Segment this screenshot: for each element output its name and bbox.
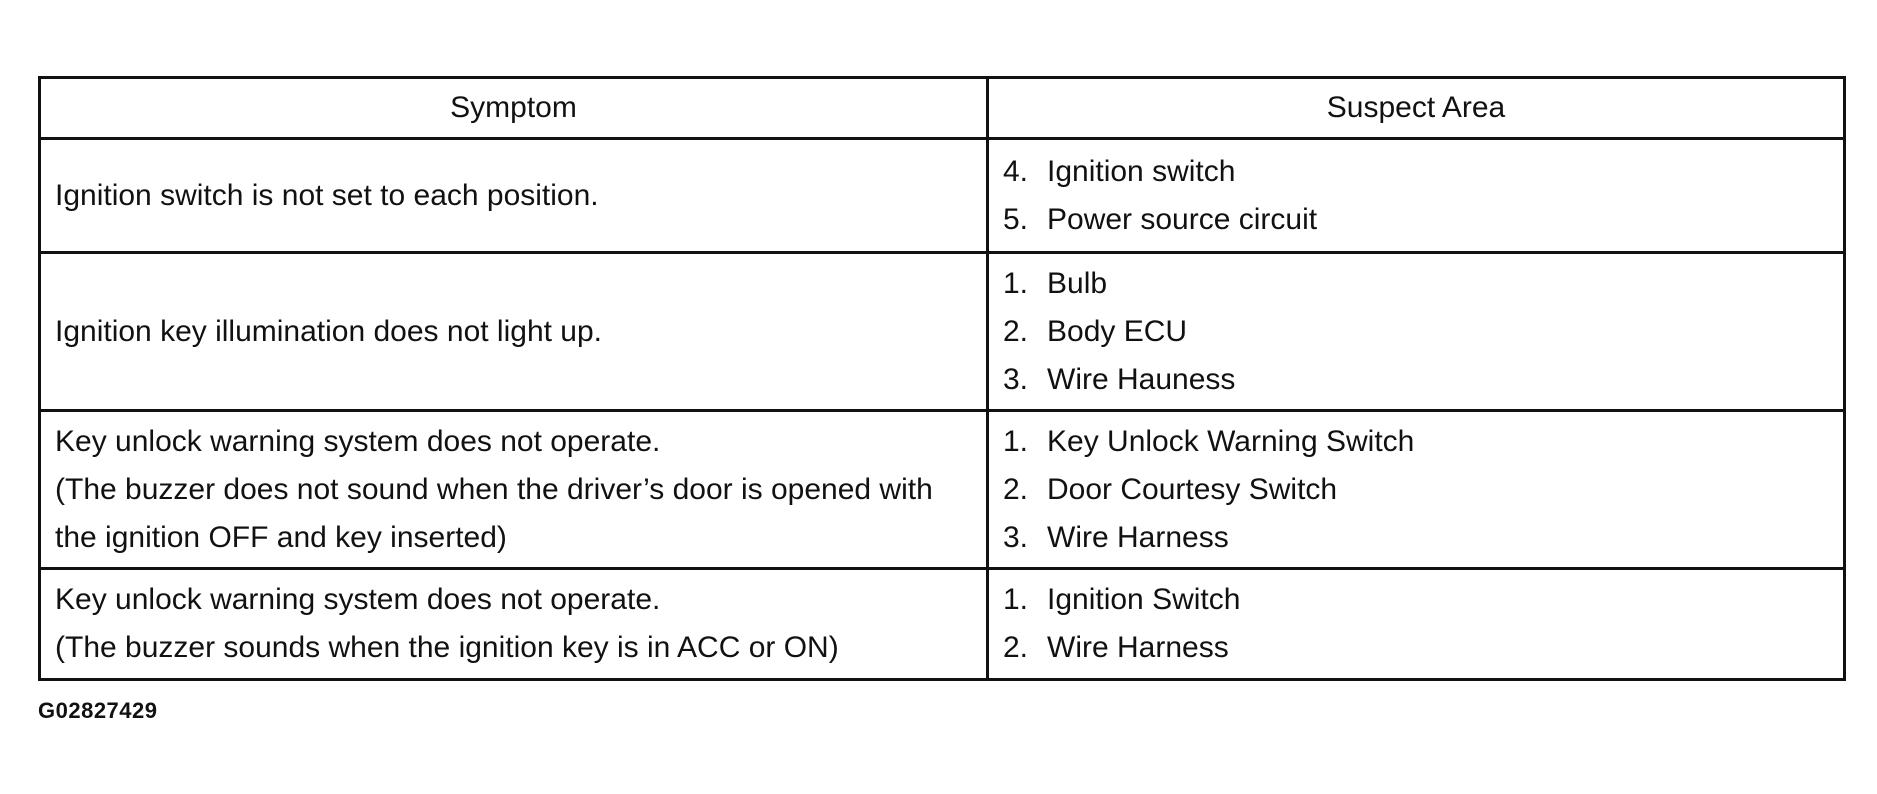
symptom-text: Ignition key illumination does not light up. <box>55 314 603 348</box>
symptom-header: Symptom <box>40 78 988 139</box>
suspect-item-number: 2. <box>1003 472 1029 506</box>
symptom-cell <box>40 139 988 253</box>
suspect-area-cell <box>988 139 1845 253</box>
table-row <box>40 139 1845 253</box>
symptom-text: Ignition switch is not set to each position. <box>55 178 599 212</box>
symptom-text: Key unlock warning system does not operate. <box>55 583 661 616</box>
suspect-item-text: Ignition Switch <box>1047 583 1241 616</box>
table-header-row <box>40 78 1845 139</box>
suspect-item-text: Wire Harness <box>1047 520 1229 554</box>
suspect-item <box>1003 514 1829 562</box>
suspect-item-number: 2. <box>1003 631 1029 664</box>
suspect-item-number: 3. <box>1003 520 1029 554</box>
diagnosis-table <box>38 76 1846 681</box>
suspect-area-cell <box>988 569 1845 680</box>
suspect-item <box>1003 466 1829 514</box>
suspect-item-number: 2. <box>1003 314 1029 348</box>
table-row <box>40 411 1845 569</box>
suspect-item-number: 1. <box>1003 583 1029 616</box>
suspect-area-cell <box>988 411 1845 569</box>
table-row <box>40 569 1845 680</box>
table-row <box>40 253 1845 411</box>
suspect-item <box>1003 418 1829 466</box>
figure-id: G02827429 <box>38 698 158 723</box>
suspect-item <box>1003 196 1829 244</box>
suspect-item <box>1003 576 1829 624</box>
symptom-cell <box>40 411 988 569</box>
symptom-text: Key unlock warning system does not operate. <box>55 424 661 458</box>
symptom-cell <box>40 569 988 680</box>
suspect-item-text: Body ECU <box>1047 314 1188 348</box>
suspect-item-number: 4. <box>1003 154 1029 188</box>
suspect-item-text: Power source circuit <box>1047 202 1318 236</box>
suspect-item-text: Ignition switch <box>1047 154 1236 188</box>
suspect-item <box>1003 260 1829 308</box>
symptom-text: the ignition OFF and key inserted) <box>55 520 507 554</box>
suspect-item-number: 3. <box>1003 362 1029 396</box>
symptom-cell <box>40 253 988 411</box>
suspect-item-text: Wire Hauness <box>1047 362 1236 396</box>
suspect-item-text: Key Unlock Warning Switch <box>1047 424 1415 458</box>
suspect-item-text: Bulb <box>1047 266 1108 300</box>
suspect-item-number: 5. <box>1003 202 1029 236</box>
suspect-item-number: 1. <box>1003 266 1029 300</box>
suspect-item <box>1003 356 1829 404</box>
suspect-item-number: 1. <box>1003 424 1029 458</box>
symptom-text: (The buzzer does not sound when the driver’s door is opened with <box>55 472 933 506</box>
suspect-item <box>1003 624 1829 672</box>
suspect-item <box>1003 308 1829 356</box>
suspect-item <box>1003 148 1829 196</box>
suspect-area-header: Suspect Area <box>988 78 1845 139</box>
symptom-text: (The buzzer sounds when the ignition key is in ACC or ON) <box>55 631 839 664</box>
suspect-item-text: Wire Harness <box>1047 631 1229 664</box>
suspect-area-cell <box>988 253 1845 411</box>
suspect-item-text: Door Courtesy Switch <box>1047 472 1338 506</box>
